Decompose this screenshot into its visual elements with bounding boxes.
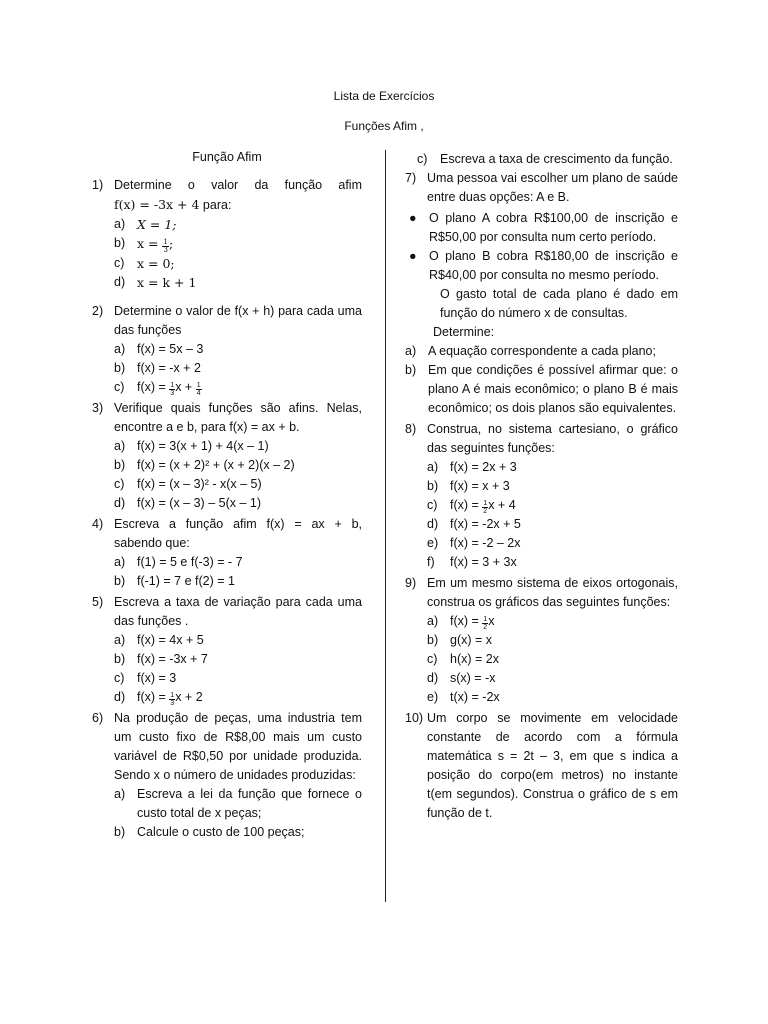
item-text: Em que condições é possível afirmar que: o plano A é mais econômico; o plano B é mais econômico; os dois planos são equivalentes. <box>428 363 678 415</box>
question-number: 3) <box>92 401 104 415</box>
fraction: $\frac{1}{2}$ <box>483 616 488 631</box>
item-label: a) <box>405 344 417 358</box>
item-text: f(x) = -2 – 2x <box>450 536 521 550</box>
question-determine: Determine: <box>433 325 495 339</box>
item-text: f(x) = 5x – 3 <box>137 342 204 356</box>
fraction: $\frac{1}{2}$ <box>483 500 488 515</box>
item-label: a) <box>427 614 439 628</box>
question-number: 5) <box>92 595 104 609</box>
item-label: b) <box>114 236 126 250</box>
fraction: $\frac{1}{3}$ <box>170 692 175 707</box>
fraction: $\frac{1}{4}$ <box>196 382 201 397</box>
question-9 <box>405 574 678 707</box>
formula: f(x) = -3x + 4 <box>114 197 200 212</box>
item-label: a) <box>427 460 439 474</box>
item-text: f(x) = 4x + 5 <box>137 633 204 647</box>
item-label: b) <box>114 825 126 839</box>
question-text: Um corpo se movimente em velocidade constante de acordo com a fórmula matemática s = 2t – 3, em que s indica a posição do corpo(em metros) no instante t(em segundos). Construa o gráfico de s em função de t. <box>427 711 678 820</box>
item-label: c) <box>114 380 125 394</box>
item-text: t(x) = -2x <box>450 690 500 704</box>
item-label: a) <box>114 217 126 231</box>
question-number: 9) <box>405 576 417 590</box>
item-text: Escreva a lei da função que fornece o custo total de x peças; <box>137 787 362 820</box>
item-label: a) <box>114 633 126 647</box>
question-number: 4) <box>92 517 104 531</box>
question-10 <box>405 709 678 823</box>
item-text: f(x) = $\frac{1}{2}$ x + 4 <box>450 498 516 515</box>
question-text: Verifique quais funções são afins. Nelas, encontre a e b, para f(x) = ax + b. <box>114 401 362 434</box>
item-label: c) <box>427 498 438 512</box>
item-text: f(x) = $\frac{1}{2}$ x <box>450 614 495 631</box>
item-text: f(x) = -x + 2 <box>137 361 201 375</box>
item-label: f) <box>427 555 435 569</box>
question-6-item-c <box>405 150 678 169</box>
question-number: 8) <box>405 422 417 436</box>
item-label: d) <box>114 690 126 704</box>
item-label: a) <box>114 439 126 453</box>
item-label: d) <box>114 496 126 510</box>
item-text: f(x) = 2x + 3 <box>450 460 517 474</box>
item-text: s(x) = -x <box>450 671 496 685</box>
item-text: x = $\frac{1}{3}$ ; <box>137 236 174 254</box>
question-text: Na produção de peças, uma industria tem um custo fixo de R$8,00 mais um custo variável de R$0,50 por unidade produzida. Sendo x o número de unidades produzidas: <box>114 711 362 782</box>
item-text: f(1) = 5 e f(-3) = - 7 <box>137 555 243 569</box>
item-text: f(x) = (x + 2)² + (x + 2)(x – 2) <box>137 458 295 472</box>
item-label: c) <box>114 256 125 270</box>
question-number: 1) <box>92 178 104 192</box>
question-number: 6) <box>92 711 104 725</box>
question-text: Determine o valor de f(x + h) para cada uma das funções <box>114 304 362 337</box>
item-text: f(x) = 3(x + 1) + 4(x – 1) <box>137 439 269 453</box>
question-4 <box>92 515 362 591</box>
question-text: Escreva a função afim f(x) = ax + b, sabendo que: <box>114 517 362 550</box>
item-label: b) <box>114 458 126 472</box>
question-number: 2) <box>92 304 104 318</box>
column-divider <box>385 150 386 902</box>
bullet-icon: ● <box>409 249 417 263</box>
item-label: a) <box>114 555 126 569</box>
item-text: Escreva a taxa de crescimento da função. <box>440 152 673 166</box>
item-text: x = k + 1 <box>137 275 197 290</box>
item-label: e) <box>427 690 439 704</box>
item-text: f(x) = -3x + 7 <box>137 652 208 666</box>
right-column <box>405 150 678 825</box>
question-number: 10) <box>405 711 424 725</box>
item-text: g(x) = x <box>450 633 493 647</box>
item-text: f(x) = -2x + 5 <box>450 517 521 531</box>
fraction: $\frac{1}{3}$ <box>163 238 168 254</box>
item-label: b) <box>114 361 126 375</box>
bullet-icon: ● <box>409 211 417 225</box>
question-7 <box>405 169 678 207</box>
question-text: Construa, no sistema cartesiano, o gráfico das seguintes funções: <box>427 422 678 455</box>
question-note: O gasto total de cada plano é dado em função do número x de consultas. <box>440 287 678 320</box>
question-text: Em um mesmo sistema de eixos ortogonais, construa os gráficos das seguintes funções: <box>427 576 678 609</box>
item-label: b) <box>427 633 439 647</box>
document-subtitle: Funções Afim , <box>344 119 424 133</box>
item-text: f(x) = $\frac{1}{3}$ x + 2 <box>137 690 203 707</box>
item-text: f(x) = (x – 3) – 5(x – 1) <box>137 496 261 510</box>
document-title: Lista de Exercícios <box>333 89 435 103</box>
item-text: f(x) = $\frac{1}{3}$ x + $\frac{1}{4}$ <box>137 380 201 397</box>
formula-suffix: para: <box>199 198 232 212</box>
question-number: 7) <box>405 171 417 185</box>
item-label: d) <box>427 671 439 685</box>
question-8 <box>405 420 678 572</box>
item-text: f(x) = 3 <box>137 671 177 685</box>
question-text: Determine o valor da função afim <box>114 178 362 192</box>
item-text: X = 1; <box>137 217 177 232</box>
item-text: f(x) = x + 3 <box>450 479 510 493</box>
fraction: $\frac{1}{3}$ <box>170 382 175 397</box>
question-6 <box>92 709 362 842</box>
bullet-item: ● O plano B cobra R$180,00 de inscrição e R$40,00 por consulta no mesmo período. <box>405 247 678 285</box>
item-label: a) <box>114 342 126 356</box>
item-label: c) <box>427 652 438 666</box>
item-label: c) <box>417 152 428 166</box>
question-5 <box>92 593 362 707</box>
left-column <box>92 150 362 844</box>
item-label: c) <box>114 477 125 491</box>
item-text: f(x) = 3 + 3x <box>450 555 517 569</box>
item-label: d) <box>427 517 439 531</box>
item-text: f(x) = (x – 3)² - x(x – 5) <box>137 477 262 491</box>
question-text: Escreva a taxa de variação para cada uma das funções . <box>114 595 362 628</box>
item-label: b) <box>114 574 126 588</box>
question-text: Uma pessoa vai escolher um plano de saúde entre duas opções: A e B. <box>427 171 678 204</box>
question-3 <box>92 399 362 513</box>
item-text: f(-1) = 7 e f(2) = 1 <box>137 574 235 588</box>
item-label: b) <box>114 652 126 666</box>
item-text: A equação correspondente a cada plano; <box>428 344 656 358</box>
item-label: c) <box>114 671 125 685</box>
bullet-item: ● O plano A cobra R$100,00 de inscrição e R$50,00 por consulta num certo período. <box>405 209 678 247</box>
item-text: x = 0; <box>137 256 175 271</box>
item-label: b) <box>405 363 417 377</box>
question-formula-line <box>114 195 362 215</box>
question-2 <box>92 302 362 397</box>
item-text: Calcule o custo de 100 peças; <box>137 825 305 839</box>
item-label: d) <box>114 275 126 289</box>
question-1 <box>92 176 362 292</box>
item-label: b) <box>427 479 439 493</box>
item-label: e) <box>427 536 439 550</box>
item-label: a) <box>114 787 126 801</box>
item-text: h(x) = 2x <box>450 652 499 666</box>
section-title: Função Afim <box>192 150 262 164</box>
